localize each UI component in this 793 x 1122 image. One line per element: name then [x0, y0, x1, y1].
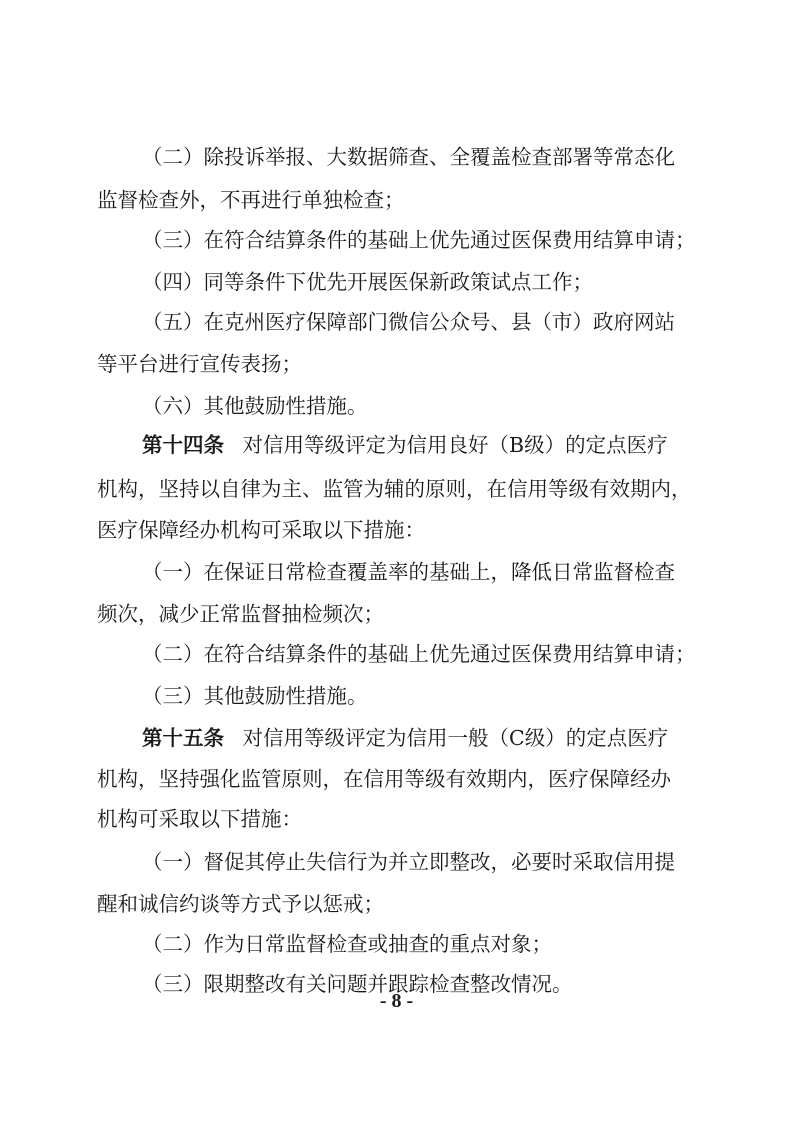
- article-heading: 第十五条: [142, 726, 224, 750]
- paragraph-line: 监督检查外，不再进行单独检查；: [97, 188, 405, 212]
- page-number: - 8 -: [379, 990, 414, 1012]
- paragraph-line: 频次，减少正常监督抽检频次；: [97, 602, 384, 626]
- paragraph-line: （一）督促其停止失信行为并立即整改，必要时采取信用提: [142, 850, 675, 874]
- paragraph-line: 等平台进行宣传表扬；: [97, 352, 302, 376]
- article-14-first-line: [0, 425, 793, 465]
- paragraph-line: （二）作为日常监督检查或抽查的重点对象；: [142, 932, 552, 956]
- article-15-first-line: [0, 718, 793, 758]
- article-text: 对信用等级评定为信用良好（B级）的定点医疗: [242, 433, 668, 457]
- paragraph-line: （五）在克州医疗保障部门微信公众号、县（市）政府网站: [142, 310, 675, 334]
- paragraph-line: （三）在符合结算条件的基础上优先通过医保费用结算申请；: [142, 228, 696, 252]
- article-text: 对信用等级评定为信用一般（C级）的定点医疗: [242, 726, 669, 750]
- paragraph-line: 醒和诚信约谈等方式予以惩戒；: [97, 892, 384, 916]
- paragraph-line: （六）其他鼓励性措施。: [142, 394, 368, 418]
- paragraph-line: （二）在符合结算条件的基础上优先通过医保费用结算申请；: [142, 642, 696, 666]
- paragraph-line: （三）其他鼓励性措施。: [142, 684, 368, 708]
- paragraph-line: 机构可采取以下措施：: [97, 807, 302, 831]
- paragraph-line: 医疗保障经办机构可采取以下措施：: [97, 518, 425, 542]
- paragraph-line: （四）同等条件下优先开展医保新政策试点工作；: [142, 270, 593, 294]
- paragraph-line: 机构，坚持以自律为主、监管为辅的原则，在信用等级有效期内，: [97, 477, 692, 501]
- paragraph-line: （三）限期整改有关问题并跟踪检查整改情况。: [142, 972, 573, 996]
- paragraph-line: （一）在保证日常检查覆盖率的基础上，降低日常监督检查: [142, 560, 675, 584]
- paragraph-line: （二）除投诉举报、大数据筛查、全覆盖检查部署等常态化: [142, 145, 675, 169]
- paragraph-line: 机构，坚持强化监管原则，在信用等级有效期内，医疗保障经办: [97, 767, 671, 791]
- article-heading: 第十四条: [142, 433, 224, 457]
